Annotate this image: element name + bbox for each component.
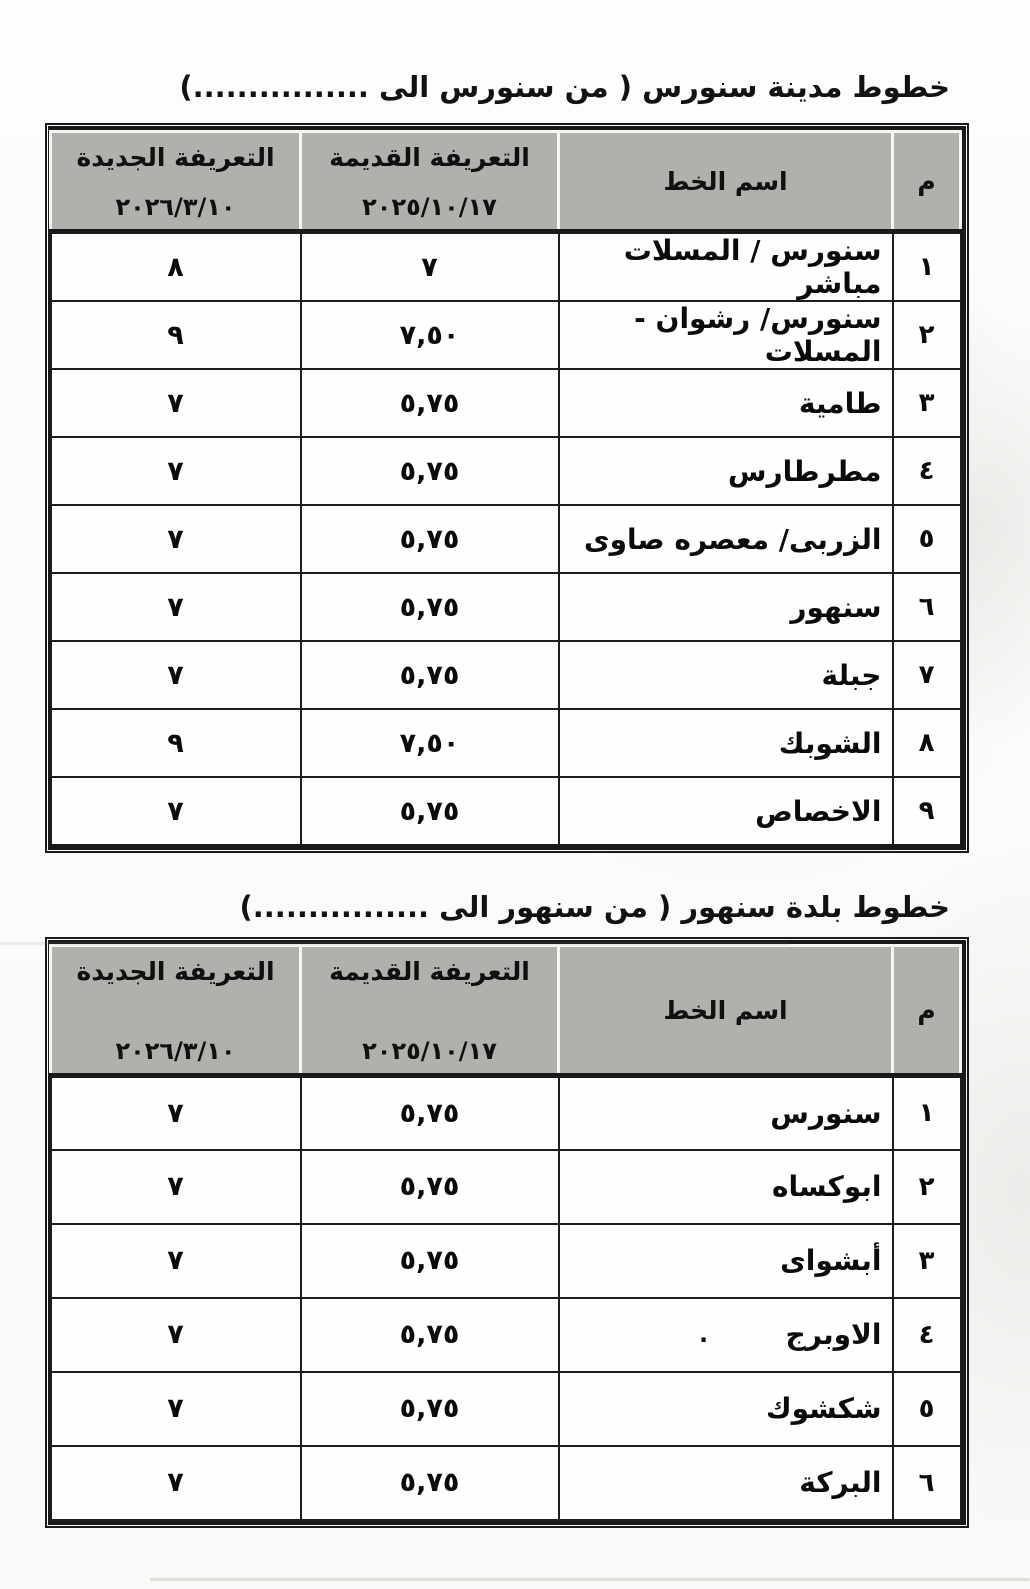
row-number-cell: ٧	[893, 641, 961, 709]
old-tariff-cell: ٧,٥٠	[301, 301, 559, 369]
line-name-cell: ابوكساه	[559, 1150, 893, 1224]
table-row	[51, 1298, 961, 1372]
new-tariff-label: التعريفة الجديدة	[76, 143, 275, 172]
line-name-cell: سنهور	[559, 573, 893, 641]
old-tariff-cell: ٥,٧٥	[301, 505, 559, 573]
new-tariff-date: ٢٠٢٦/٣/١٠	[115, 1037, 236, 1065]
old-tariff-date: ٢٠٢٥/١٠/١٧	[362, 193, 497, 221]
old-tariff-cell: ٥,٧٥	[301, 1446, 559, 1520]
row-number-cell: ٩	[893, 777, 961, 845]
line-name-cell: مطرطارس	[559, 437, 893, 505]
row-number-cell: ٥	[893, 1372, 961, 1446]
new-tariff-cell: ٧	[51, 641, 301, 709]
old-tariff-cell: ٥,٧٥	[301, 641, 559, 709]
scan-artifact-line	[0, 942, 790, 945]
new-tariff-cell: ٧	[51, 1150, 301, 1224]
old-tariff-cell: ٥,٧٥	[301, 1372, 559, 1446]
header-no: م	[893, 946, 961, 1076]
line-name-cell: سنورس / المسلات مباشر	[559, 232, 893, 302]
row-number-cell: ٦	[893, 573, 961, 641]
header-no: م	[893, 132, 961, 232]
table-row	[51, 641, 961, 709]
table-row	[51, 301, 961, 369]
line-name-cell: جبلة	[559, 641, 893, 709]
line-name-cell: الشوبك	[559, 709, 893, 777]
row-number-cell: ٦	[893, 1446, 961, 1520]
new-tariff-cell: ٧	[51, 1076, 301, 1150]
table-row	[51, 777, 961, 845]
header-line-name: اسم الخط	[559, 946, 893, 1076]
old-tariff-cell: ٥,٧٥	[301, 1150, 559, 1224]
new-tariff-cell: ٧	[51, 573, 301, 641]
old-tariff-cell: ٥,٧٥	[301, 437, 559, 505]
table-row	[51, 1372, 961, 1446]
table-row	[51, 573, 961, 641]
line-name-cell: سنورس	[559, 1076, 893, 1150]
new-tariff-cell: ٨	[51, 232, 301, 302]
new-tariff-cell: ٧	[51, 1446, 301, 1520]
row-number-cell: ٣	[893, 369, 961, 437]
new-tariff-cell: ٧	[51, 369, 301, 437]
line-name-cell: أبشواى	[559, 1224, 893, 1298]
stray-ink-mark: .	[698, 1320, 709, 1349]
table-row	[51, 505, 961, 573]
table-row	[51, 1150, 961, 1224]
old-tariff-cell: ٥,٧٥	[301, 1224, 559, 1298]
sanhour-lines-table	[48, 940, 966, 1525]
row-number-cell: ٥	[893, 505, 961, 573]
header-old-tariff	[301, 946, 559, 1076]
header-line-name: اسم الخط	[559, 132, 893, 232]
new-tariff-label: التعريفة الجديدة	[76, 957, 275, 986]
tariff-table-sinnuris	[49, 130, 962, 846]
section1-title: خطوط مدينة سنورس ( من سنورس الى ................)	[179, 70, 950, 104]
header-old-tariff	[301, 132, 559, 232]
old-tariff-cell: ٥,٧٥	[301, 1298, 559, 1372]
table-header-row	[51, 132, 961, 232]
line-name-cell: الزربى/ معصره صاوى	[559, 505, 893, 573]
line-name-cell: الاخصاص	[559, 777, 893, 845]
old-tariff-cell: ٥,٧٥	[301, 777, 559, 845]
new-tariff-cell: ٧	[51, 1298, 301, 1372]
tariff-table-sanhour	[49, 944, 962, 1521]
section2-title: خطوط بلدة سنهور ( من سنهور الى ................)	[239, 890, 950, 924]
row-number-cell: ٤	[893, 1298, 961, 1372]
line-name-cell: شكشوك	[559, 1372, 893, 1446]
new-tariff-cell: ٧	[51, 777, 301, 845]
line-name-cell	[559, 1298, 893, 1372]
new-tariff-cell: ٧	[51, 1372, 301, 1446]
header-new-tariff	[51, 132, 301, 232]
header-new-tariff	[51, 946, 301, 1076]
old-tariff-cell: ٥,٧٥	[301, 573, 559, 641]
row-number-cell: ١	[893, 232, 961, 302]
old-tariff-label: التعريفة القديمة	[329, 143, 530, 172]
table-row	[51, 1224, 961, 1298]
old-tariff-date: ٢٠٢٥/١٠/١٧	[362, 1037, 497, 1065]
old-tariff-cell: ٧	[301, 232, 559, 302]
table-header-row	[51, 946, 961, 1076]
row-number-cell: ١	[893, 1076, 961, 1150]
scan-artifact-line	[150, 1578, 1030, 1581]
row-number-cell: ٣	[893, 1224, 961, 1298]
row-number-cell: ٢	[893, 301, 961, 369]
new-tariff-cell: ٧	[51, 437, 301, 505]
new-tariff-cell: ٩	[51, 301, 301, 369]
table-row	[51, 232, 961, 302]
new-tariff-cell: ٧	[51, 505, 301, 573]
old-tariff-cell: ٥,٧٥	[301, 1076, 559, 1150]
new-tariff-date: ٢٠٢٦/٣/١٠	[115, 193, 236, 221]
table-row	[51, 369, 961, 437]
line-name-cell: سنورس/ رشوان - المسلات	[559, 301, 893, 369]
line-name-text: الاوبرج	[785, 1318, 882, 1351]
line-name-cell: البركة	[559, 1446, 893, 1520]
old-tariff-label: التعريفة القديمة	[329, 957, 530, 986]
new-tariff-cell: ٩	[51, 709, 301, 777]
table-row	[51, 437, 961, 505]
table-row	[51, 1446, 961, 1520]
old-tariff-cell: ٧,٥٠	[301, 709, 559, 777]
row-number-cell: ٤	[893, 437, 961, 505]
table-row	[51, 1076, 961, 1150]
row-number-cell: ٢	[893, 1150, 961, 1224]
sinnuris-lines-table	[48, 126, 966, 850]
old-tariff-cell: ٥,٧٥	[301, 369, 559, 437]
table-row	[51, 709, 961, 777]
line-name-cell: طامية	[559, 369, 893, 437]
new-tariff-cell: ٧	[51, 1224, 301, 1298]
row-number-cell: ٨	[893, 709, 961, 777]
